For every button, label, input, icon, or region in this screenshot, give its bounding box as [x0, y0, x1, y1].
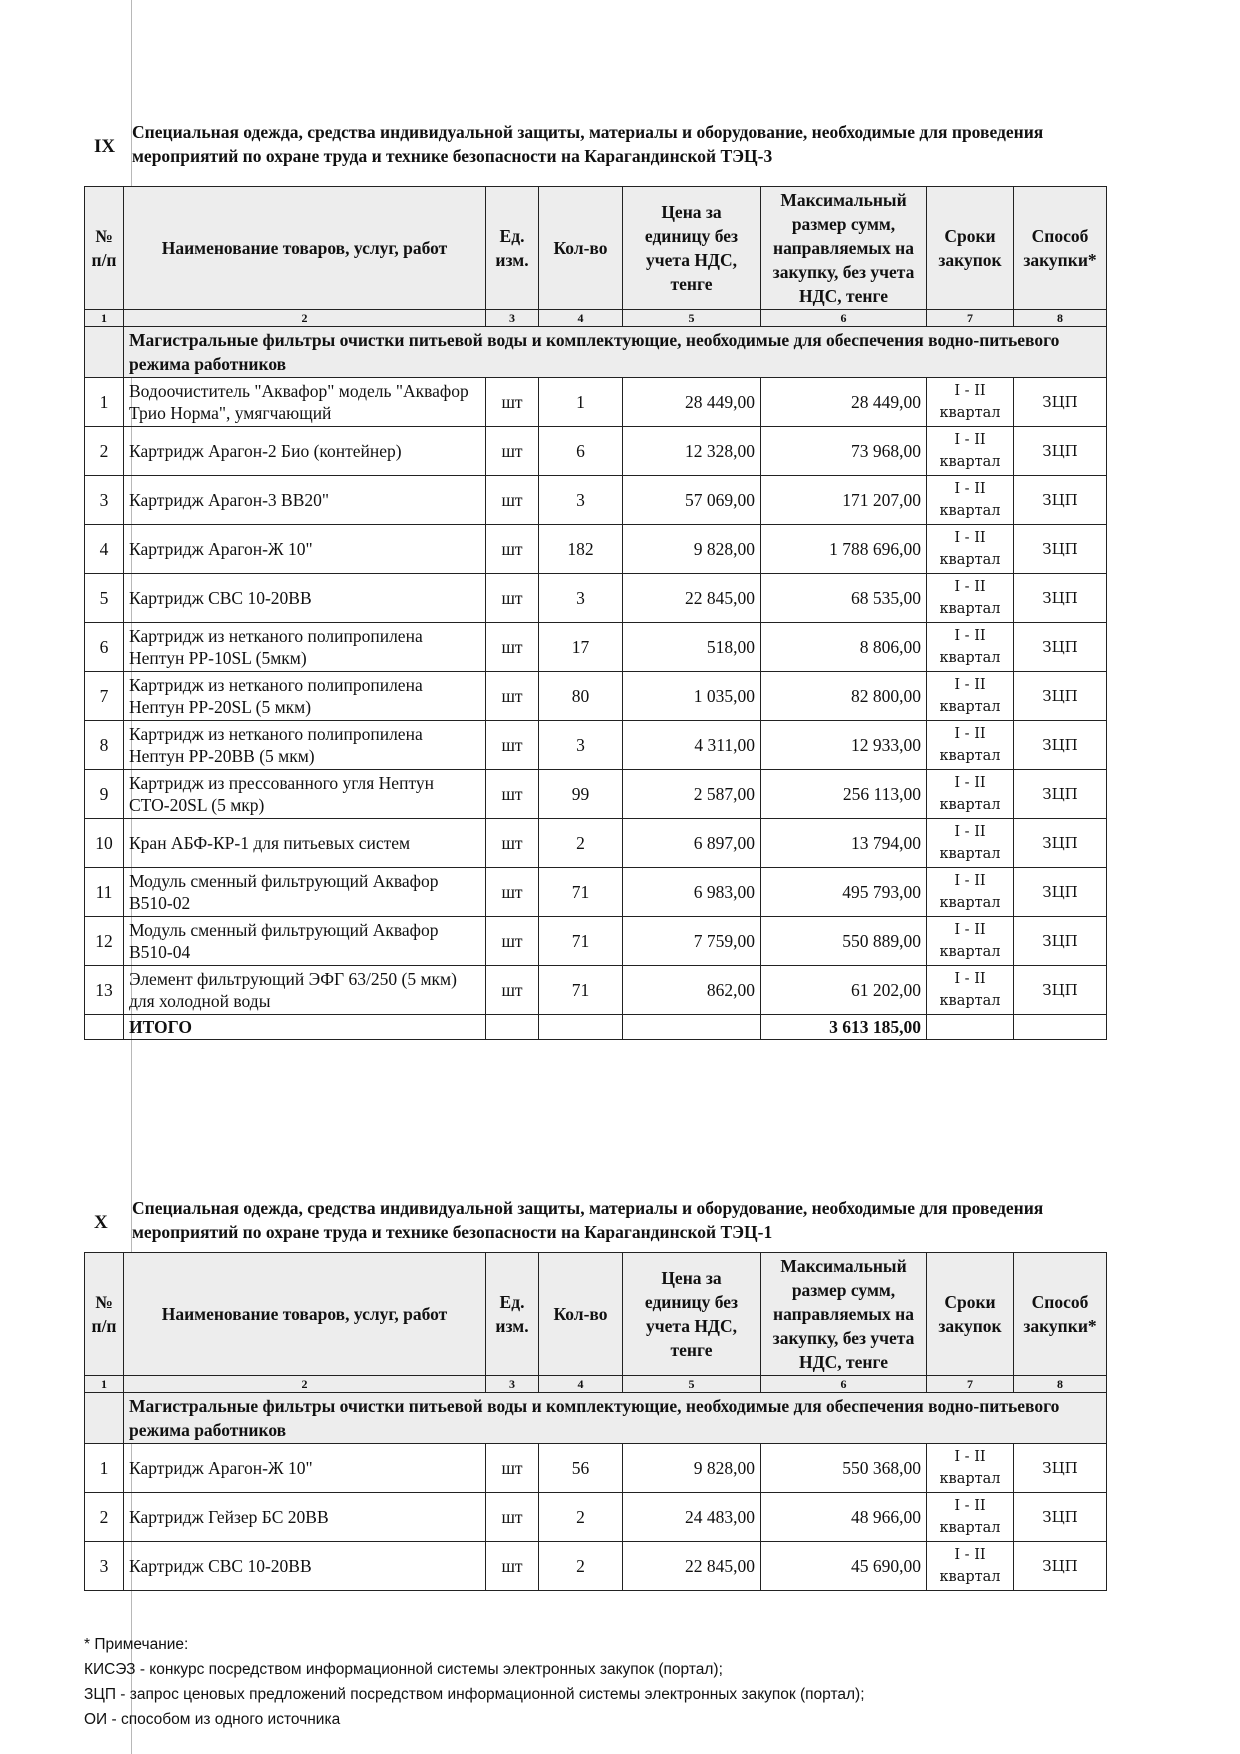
item-term: [927, 721, 1014, 770]
item-procurement-method: ЗЦП: [1014, 1444, 1107, 1493]
col-number: 8: [1014, 1376, 1107, 1393]
item-quantity: 2: [539, 1493, 623, 1542]
item-unit: шт: [486, 868, 539, 917]
column-number-row: [85, 310, 1107, 327]
item-unit: шт: [486, 623, 539, 672]
item-procurement-method: ЗЦП: [1014, 378, 1107, 427]
header-name: Наименование товаров, услуг, работ: [124, 1253, 486, 1376]
header-price: Цена за единицу без учета НДС, тенге: [623, 187, 761, 310]
header-qty: Кол-во: [539, 187, 623, 310]
term-quarters: I - II: [954, 579, 986, 595]
item-term: [927, 1493, 1014, 1542]
item-procurement-method: ЗЦП: [1014, 623, 1107, 672]
row-number: 1: [85, 1444, 124, 1493]
col-number: 6: [761, 1376, 927, 1393]
term-quarters: I - II: [954, 971, 986, 987]
item-quantity: 3: [539, 574, 623, 623]
procurement-table-ix: [84, 186, 1107, 1040]
item-max-sum: 12 933,00: [761, 721, 927, 770]
item-procurement-method: ЗЦП: [1014, 525, 1107, 574]
item-quantity: 1: [539, 378, 623, 427]
item-unit-price: 9 828,00: [623, 525, 761, 574]
item-procurement-method: ЗЦП: [1014, 574, 1107, 623]
item-unit-price: 518,00: [623, 623, 761, 672]
item-quantity: 182: [539, 525, 623, 574]
term-quarters: I - II: [954, 1547, 986, 1563]
item-max-sum: 82 800,00: [761, 672, 927, 721]
term-quarters: I - II: [954, 432, 986, 448]
header-max-sum: Максимальный размер сумм, направляемых на закупку, без учета НДС, тенге: [761, 187, 927, 310]
table-row: [85, 966, 1107, 1015]
item-name: Картридж из нетканого полипропилена Нептун РР-20ВВ (5 мкм): [124, 721, 486, 770]
item-max-sum: 171 207,00: [761, 476, 927, 525]
term-unit: квартал: [939, 1569, 1001, 1585]
item-unit: шт: [486, 525, 539, 574]
item-unit-price: 6 897,00: [623, 819, 761, 868]
item-name: Картридж Гейзер БС 20ВВ: [124, 1493, 486, 1542]
item-unit: шт: [486, 770, 539, 819]
table-header-row: [85, 187, 1107, 310]
item-unit-price: 2 587,00: [623, 770, 761, 819]
item-procurement-method: ЗЦП: [1014, 819, 1107, 868]
term-unit: квартал: [939, 797, 1001, 813]
header-method: Способ закупки*: [1014, 187, 1107, 310]
term-quarters: I - II: [954, 628, 986, 644]
table-header-row: [85, 1253, 1107, 1376]
table-row: [85, 476, 1107, 525]
table-body-x: [85, 1444, 1107, 1591]
item-name: Картридж из нетканого полипропилена Нептун РР-20SL (5 мкм): [124, 672, 486, 721]
item-term: [927, 378, 1014, 427]
item-max-sum: 45 690,00: [761, 1542, 927, 1591]
item-unit: шт: [486, 1493, 539, 1542]
item-unit: шт: [486, 672, 539, 721]
item-name: Картридж из прессованного угля Нептун СТО-20SL (5 мкр): [124, 770, 486, 819]
section-title: Специальная одежда, средства индивидуальной защиты, материалы и оборудование, необходимые для проведения мероприятий по охране труда и технике безопасности на Карагандинской ТЭЦ-1: [132, 1198, 1044, 1242]
term-quarters: I - II: [954, 530, 986, 546]
item-procurement-method: ЗЦП: [1014, 868, 1107, 917]
item-unit-price: 9 828,00: [623, 1444, 761, 1493]
item-unit: шт: [486, 427, 539, 476]
section-number: X: [94, 1212, 108, 1233]
header-name: Наименование товаров, услуг, работ: [124, 187, 486, 310]
row-number: 8: [85, 721, 124, 770]
term-unit: квартал: [939, 895, 1001, 911]
item-max-sum: 495 793,00: [761, 868, 927, 917]
row-number: 3: [85, 476, 124, 525]
item-quantity: 2: [539, 819, 623, 868]
item-quantity: 99: [539, 770, 623, 819]
item-max-sum: 68 535,00: [761, 574, 927, 623]
table-row: [85, 721, 1107, 770]
term-quarters: I - II: [954, 481, 986, 497]
col-number: 3: [486, 310, 539, 327]
item-quantity: 56: [539, 1444, 623, 1493]
col-number: 2: [124, 1376, 486, 1393]
table-row: [85, 770, 1107, 819]
item-max-sum: 8 806,00: [761, 623, 927, 672]
col-number: 4: [539, 1376, 623, 1393]
col-number: 5: [623, 310, 761, 327]
table-row: [85, 427, 1107, 476]
item-max-sum: 28 449,00: [761, 378, 927, 427]
item-term: [927, 966, 1014, 1015]
item-procurement-method: ЗЦП: [1014, 476, 1107, 525]
term-unit: квартал: [939, 601, 1001, 617]
col-number: 1: [85, 1376, 124, 1393]
item-procurement-method: ЗЦП: [1014, 721, 1107, 770]
term-unit: квартал: [939, 503, 1001, 519]
header-price: Цена за единицу без учета НДС, тенге: [623, 1253, 761, 1376]
item-unit-price: 22 845,00: [623, 1542, 761, 1591]
item-max-sum: 48 966,00: [761, 1493, 927, 1542]
procurement-table-x: [84, 1252, 1107, 1591]
item-unit: шт: [486, 721, 539, 770]
item-term: [927, 623, 1014, 672]
item-procurement-method: ЗЦП: [1014, 1542, 1107, 1591]
term-unit: квартал: [939, 454, 1001, 470]
item-quantity: 3: [539, 721, 623, 770]
table-row: [85, 917, 1107, 966]
item-term: [927, 917, 1014, 966]
term-unit: квартал: [939, 699, 1001, 715]
item-procurement-method: ЗЦП: [1014, 427, 1107, 476]
item-max-sum: 256 113,00: [761, 770, 927, 819]
item-term: [927, 574, 1014, 623]
item-unit: шт: [486, 917, 539, 966]
item-term: [927, 1542, 1014, 1591]
col-number: 2: [124, 310, 486, 327]
item-quantity: 3: [539, 476, 623, 525]
section-number: IX: [94, 136, 116, 157]
col-number: 7: [927, 1376, 1014, 1393]
col-number: 6: [761, 310, 927, 327]
term-unit: квартал: [939, 944, 1001, 960]
column-number-row: [85, 1376, 1107, 1393]
item-procurement-method: ЗЦП: [1014, 1493, 1107, 1542]
item-max-sum: 550 368,00: [761, 1444, 927, 1493]
item-term: [927, 476, 1014, 525]
row-number: 5: [85, 574, 124, 623]
table-row: [85, 672, 1107, 721]
item-name: Водоочиститель "Аквафор" модель "Аквафор Трио Норма", умягчающий: [124, 378, 486, 427]
row-number: 4: [85, 525, 124, 574]
item-unit-price: 24 483,00: [623, 1493, 761, 1542]
term-quarters: I - II: [954, 922, 986, 938]
item-name: Модуль сменный фильтрующий Аквафор В510-02: [124, 868, 486, 917]
item-unit-price: 57 069,00: [623, 476, 761, 525]
col-number: 3: [486, 1376, 539, 1393]
table-row: [85, 378, 1107, 427]
row-number: 12: [85, 917, 124, 966]
item-quantity: 80: [539, 672, 623, 721]
row-number: 2: [85, 427, 124, 476]
group-row: [85, 1393, 1107, 1444]
row-number: 13: [85, 966, 124, 1015]
row-number: 9: [85, 770, 124, 819]
term-unit: квартал: [939, 1520, 1001, 1536]
item-max-sum: 73 968,00: [761, 427, 927, 476]
item-name: Картридж Арагон-Ж 10": [124, 525, 486, 574]
item-term: [927, 427, 1014, 476]
item-unit-price: 862,00: [623, 966, 761, 1015]
term-unit: квартал: [939, 650, 1001, 666]
item-name: Кран АБФ-КР-1 для питьевых систем: [124, 819, 486, 868]
term-unit: квартал: [939, 748, 1001, 764]
item-procurement-method: ЗЦП: [1014, 672, 1107, 721]
item-name: Модуль сменный фильтрующий Аквафор В510-04: [124, 917, 486, 966]
row-number: 10: [85, 819, 124, 868]
header-num: № п/п: [85, 1253, 124, 1376]
item-unit: шт: [486, 1444, 539, 1493]
header-unit: Ед. изм.: [486, 1253, 539, 1376]
col-number: 5: [623, 1376, 761, 1393]
col-number: 4: [539, 310, 623, 327]
item-unit-price: 6 983,00: [623, 868, 761, 917]
header-qty: Кол-во: [539, 1253, 623, 1376]
item-max-sum: 61 202,00: [761, 966, 927, 1015]
row-number: 3: [85, 1542, 124, 1591]
item-unit: шт: [486, 574, 539, 623]
table-row: [85, 525, 1107, 574]
row-number: 7: [85, 672, 124, 721]
item-quantity: 2: [539, 1542, 623, 1591]
header-max-sum: Максимальный размер сумм, направляемых на закупку, без учета НДС, тенге: [761, 1253, 927, 1376]
item-term: [927, 770, 1014, 819]
item-term: [927, 868, 1014, 917]
item-name: Элемент фильтрующий ЭФГ 63/250 (5 мкм) для холодной воды: [124, 966, 486, 1015]
table-row: [85, 819, 1107, 868]
row-number: 2: [85, 1493, 124, 1542]
group-title: Магистральные фильтры очистки питьевой воды и комплектующие, необходимые для обеспечения водно-питьевого режима работников: [124, 1393, 1107, 1444]
item-unit-price: 4 311,00: [623, 721, 761, 770]
item-unit-price: 7 759,00: [623, 917, 761, 966]
item-term: [927, 525, 1014, 574]
table-row: [85, 623, 1107, 672]
footnote-line: ОИ - способом из одного источника: [84, 1711, 341, 1728]
footnotes: [84, 1632, 865, 1732]
row-number: 11: [85, 868, 124, 917]
item-unit: шт: [486, 378, 539, 427]
header-term: Сроки закупок: [927, 187, 1014, 310]
item-quantity: 71: [539, 966, 623, 1015]
header-num: № п/п: [85, 187, 124, 310]
group-row: [85, 327, 1107, 378]
term-quarters: I - II: [954, 873, 986, 889]
item-term: [927, 819, 1014, 868]
table-body-ix: [85, 378, 1107, 1015]
term-unit: квартал: [939, 846, 1001, 862]
term-quarters: I - II: [954, 1449, 986, 1465]
item-name: Картридж из нетканого полипропилена Нептун РР-10SL (5мкм): [124, 623, 486, 672]
item-unit: шт: [486, 1542, 539, 1591]
term-quarters: I - II: [954, 775, 986, 791]
item-procurement-method: ЗЦП: [1014, 770, 1107, 819]
col-number: 8: [1014, 310, 1107, 327]
total-row: [85, 1015, 1107, 1040]
term-unit: квартал: [939, 405, 1001, 421]
section-title: Специальная одежда, средства индивидуальной защиты, материалы и оборудование, необходимые для проведения мероприятий по охране труда и технике безопасности на Карагандинской ТЭЦ-3: [132, 122, 1044, 166]
header-method: Способ закупки*: [1014, 1253, 1107, 1376]
item-max-sum: 550 889,00: [761, 917, 927, 966]
item-quantity: 17: [539, 623, 623, 672]
group-title: Магистральные фильтры очистки питьевой воды и комплектующие, необходимые для обеспечения водно-питьевого режима работников: [124, 327, 1107, 378]
col-number: 7: [927, 310, 1014, 327]
item-unit-price: 22 845,00: [623, 574, 761, 623]
item-name: Картридж Арагон-3 ВВ20": [124, 476, 486, 525]
item-unit: шт: [486, 819, 539, 868]
item-term: [927, 672, 1014, 721]
term-quarters: I - II: [954, 383, 986, 399]
table-row: [85, 1542, 1107, 1591]
item-unit-price: 12 328,00: [623, 427, 761, 476]
row-number: 6: [85, 623, 124, 672]
item-procurement-method: ЗЦП: [1014, 966, 1107, 1015]
item-name: Картридж Арагон-Ж 10": [124, 1444, 486, 1493]
item-name: Картридж СВС 10-20ВВ: [124, 574, 486, 623]
table-row: [85, 868, 1107, 917]
item-unit: шт: [486, 966, 539, 1015]
table-row: [85, 1444, 1107, 1493]
item-unit-price: 1 035,00: [623, 672, 761, 721]
item-max-sum: 13 794,00: [761, 819, 927, 868]
item-name: Картридж Арагон-2 Био (контейнер): [124, 427, 486, 476]
col-number: 1: [85, 310, 124, 327]
footnote-line: ЗЦП - запрос ценовых предложений посредством информационной системы электронных закупок (портал);: [84, 1686, 865, 1703]
term-quarters: I - II: [954, 726, 986, 742]
total-label: ИТОГО: [124, 1015, 486, 1040]
term-quarters: I - II: [954, 824, 986, 840]
table-row: [85, 1493, 1107, 1542]
item-quantity: 71: [539, 868, 623, 917]
item-term: [927, 1444, 1014, 1493]
term-unit: квартал: [939, 1471, 1001, 1487]
header-term: Сроки закупок: [927, 1253, 1014, 1376]
term-unit: квартал: [939, 993, 1001, 1009]
total-sum: 3 613 185,00: [761, 1015, 927, 1040]
footnote-heading: * Примечание:: [84, 1636, 189, 1653]
item-name: Картридж СВС 10-20ВВ: [124, 1542, 486, 1591]
row-number: 1: [85, 378, 124, 427]
item-quantity: 71: [539, 917, 623, 966]
item-max-sum: 1 788 696,00: [761, 525, 927, 574]
term-quarters: I - II: [954, 1498, 986, 1514]
item-procurement-method: ЗЦП: [1014, 917, 1107, 966]
header-unit: Ед. изм.: [486, 187, 539, 310]
item-unit: шт: [486, 476, 539, 525]
footnote-line: КИСЭЗ - конкурс посредством информационной системы электронных закупок (портал);: [84, 1661, 723, 1678]
item-unit-price: 28 449,00: [623, 378, 761, 427]
table-row: [85, 574, 1107, 623]
term-quarters: I - II: [954, 677, 986, 693]
item-quantity: 6: [539, 427, 623, 476]
term-unit: квартал: [939, 552, 1001, 568]
